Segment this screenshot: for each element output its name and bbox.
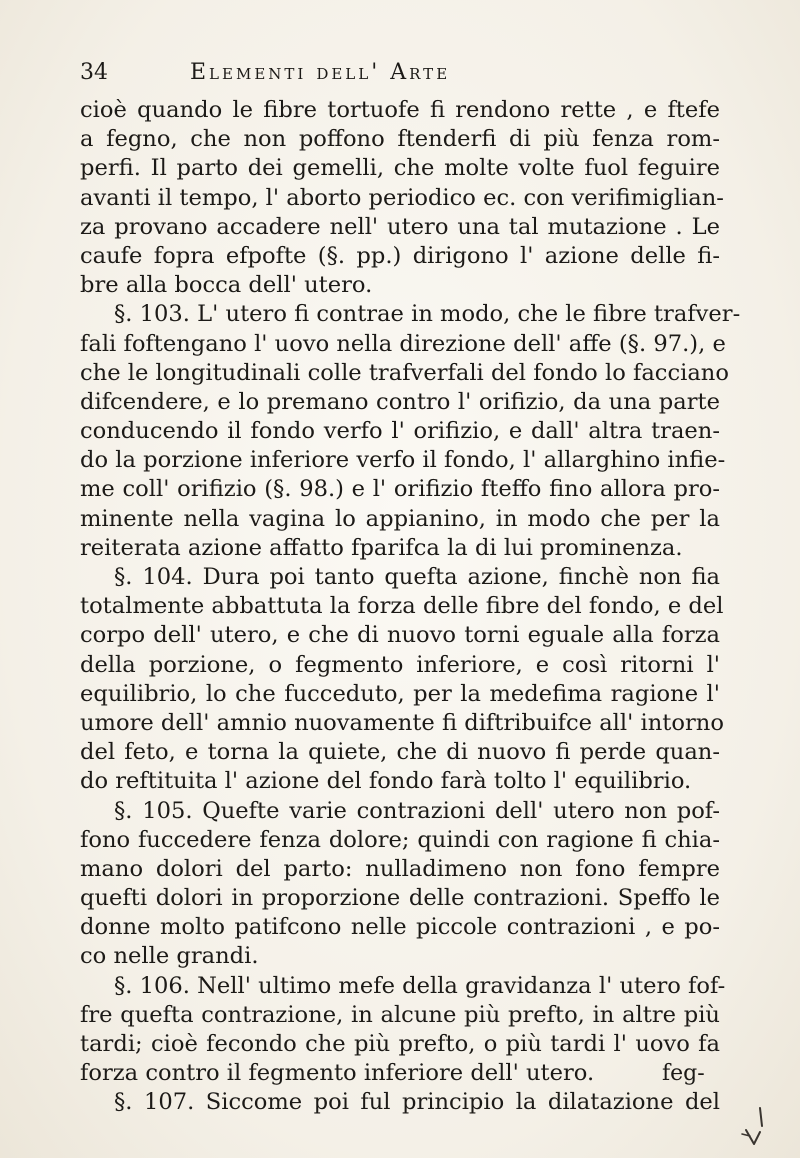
text-line: conducendo il fondo verfo l' orifizio, e dall' altra traen- <box>80 418 720 445</box>
text-line: reiterata azione affatto fparifca la di lui prominenza. <box>80 534 683 561</box>
text-line: bre alla bocca dell' utero. <box>80 272 373 299</box>
text-line: quefti dolori in proporzione delle contrazioni. Speffo le <box>80 885 720 912</box>
page-number: 34 <box>80 60 108 85</box>
text-line: del feto, e torna la quiete, che di nuovo fi perde quan- <box>80 739 720 766</box>
text-line: cioè quando le fibre tortuofe fi rendono rette , e ftefe <box>80 97 720 123</box>
text-line: avanti il tempo, l' aborto periodico ec. con verifimiglian- <box>80 184 724 211</box>
text-line: caufe fopra efpofte (§. pp.) dirigono l' azione delle fi- <box>80 242 720 269</box>
text-line: corpo dell' utero, e che di nuovo torni eguale alla forza <box>80 622 720 649</box>
catchword: feg- <box>662 1061 705 1086</box>
text-line: do la porzione inferiore verfo il fondo, l' allarghino infie- <box>80 447 726 474</box>
text-line: do reftituita l' azione del fondo farà tolto l' equilibrio. <box>80 768 692 795</box>
text-line: mano dolori del parto: nulladimeno non fono fempre <box>80 855 720 882</box>
text-line: forza contro il fegmento inferiore dell' utero. <box>80 1060 595 1087</box>
text-line: equilibrio, lo che fucceduto, per la medefima ragione l' <box>80 680 720 707</box>
text-line: §. 104. Dura poi tanto quefta azione, finchè non fia <box>114 564 720 590</box>
text-line: a fegno, che non poffono ftenderfi di più fenza rom- <box>80 126 720 153</box>
page-header <box>80 60 720 94</box>
running-title: Elementi dell' Arte <box>190 60 451 85</box>
text-line: §. 105. Quefte varie contrazioni dell' utero non pof- <box>114 797 720 824</box>
text-line: umore dell' amnio nuovamente fi diftribuifce all' intorno <box>80 709 724 736</box>
text-line: totalmente abbattuta la forza delle fibre del fondo, e del <box>80 593 724 620</box>
text-line: donne molto patifcono nelle piccole contrazioni , e po- <box>80 914 720 941</box>
text-line: §. 107. Siccome poi ful principio la dilatazione del <box>114 1089 720 1116</box>
text-line: fre quefta contrazione, in alcune più prefto, in altre più <box>80 1001 720 1028</box>
text-line: tardi; cioè fecondo che più prefto, o più tardi l' uovo fa <box>80 1031 720 1057</box>
text-line: za provano accadere nell' utero una tal mutazione . Le <box>80 213 720 240</box>
text-line: fono fuccedere fenza dolore; quindi con ragione fi chia- <box>80 826 720 853</box>
text-line: §. 103. L' utero fi contrae in modo, che le fibre trafver- <box>114 301 741 328</box>
ink-mark-icon <box>740 1100 780 1150</box>
text-line: minente nella vagina lo appianino, in modo che per la <box>80 505 720 532</box>
body-text <box>80 96 741 1118</box>
text-line: perfi. Il parto dei gemelli, che molte volte fuol feguire <box>80 155 720 182</box>
text-line: che le longitudinali colle trafverfali del fondo lo facciano <box>80 359 729 386</box>
text-line: difcendere, e lo premano contro l' orifizio, da una parte <box>80 388 720 415</box>
text-line: §. 106. Nell' ultimo mefe della gravidanza l' utero fof- <box>114 972 726 999</box>
text-line: co nelle grandi. <box>80 943 259 970</box>
text-line: della porzione, o fegmento inferiore, e così ritorni l' <box>80 651 720 678</box>
text-line: me coll' orifizio (§. 98.) e l' orifizio fteffo fino allora pro- <box>80 476 720 503</box>
text-line: fali foftengano l' uovo nella direzione dell' affe (§. 97.), e <box>80 330 726 357</box>
